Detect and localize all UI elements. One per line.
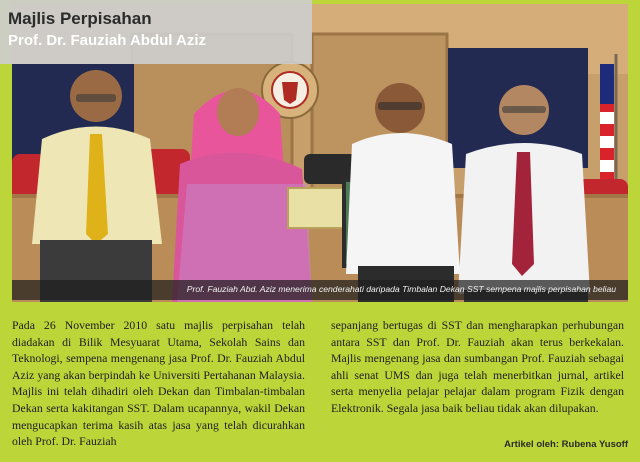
title-card bbox=[0, 0, 312, 64]
article-title: Majlis Perpisahan bbox=[8, 9, 152, 28]
article-byline: Artikel oleh: Rubena Yusoff bbox=[504, 439, 628, 450]
body-text-right: sepanjang bertugas di SST dan mengharapkan perhubungan antara SST dan Prof. Dr. Fauziah akan terus berkekalan. Majlis mengenang jasa dan sumbangan Prof. Fauziah sebagai ahli senat UMS dan juga telah menerbitkan jurnal, artikel serta menyelia pelajar pelajar dalam program Fizik dengan Elektronik. Segala jasa baik beliau tidak akan dilupakan. bbox=[331, 318, 624, 415]
body-text-left: Pada 26 November 2010 satu majlis perpisahan telah diadakan di Bilik Mesyuarat Utama, Sekolah Sains dan Teknologi, sempena mengenang jasa Prof. Dr. Fauziah Abdul Aziz yang akan berpindah ke Universiti Pertahanan Malaysia. Majlis ini telah dihadiri oleh Dekan dan Timbalan-timbalan Dekan serta kakitangan SST. Dalam ucapannya, wakil Dekan mengucapkan terima kasih atas jasa yang telah dicurahkan oleh Prof. Dr. Fauziah bbox=[12, 318, 305, 449]
photo-caption-strip bbox=[12, 280, 628, 300]
article-subtitle: Prof. Dr. Fauziah Abdul Aziz bbox=[8, 32, 207, 49]
body-column-right bbox=[331, 317, 624, 417]
photo-caption: Prof. Fauziah Abd. Aziz menerima cenderahati daripada Timbalan Dekan SST sempena majlis perpisahan beliau bbox=[186, 284, 616, 294]
body-column-left bbox=[12, 317, 305, 450]
